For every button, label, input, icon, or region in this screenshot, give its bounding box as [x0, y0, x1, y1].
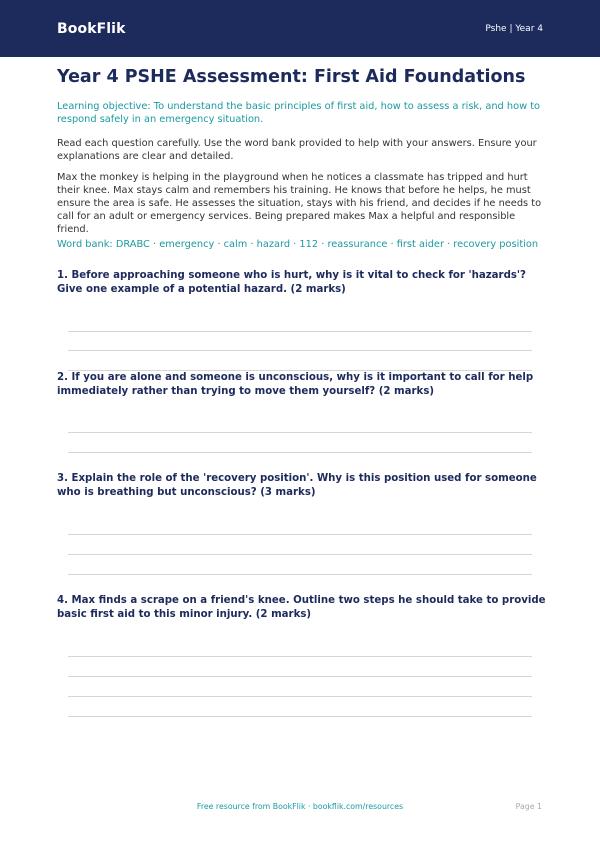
question-2: 2. If you are alone and someone is unconscious, why is it important to call for help immediately rather than trying to move them yourself? (2 marks): [57, 372, 534, 397]
page-header: [0, 0, 600, 57]
answer-line: [68, 331, 532, 332]
answer-line: [68, 554, 532, 555]
answer-line: [68, 452, 532, 453]
page-number: Page 1: [515, 802, 542, 811]
answer-line: [68, 696, 532, 697]
answer-line: [68, 432, 532, 433]
answer-line: [68, 676, 532, 677]
answer-line: [68, 574, 532, 575]
answer-line: [68, 350, 532, 351]
answer-line: [68, 656, 532, 657]
page-title: Year 4 PSHE Assessment: First Aid Foundations: [57, 67, 526, 87]
answer-line: [68, 534, 532, 535]
instructions-paragraph: Read each question carefully. Use the word bank provided to help with your answers. Ensure your explanations are clear and detailed.: [57, 138, 537, 162]
answer-line: [68, 716, 532, 717]
learning-objective: Learning objective: To understand the basic principles of first aid, how to assess a risk, and how to respond safely in an emergency situation.: [57, 101, 541, 125]
question-1: 1. Before approaching someone who is hurt, why is it vital to check for 'hazards'? Give one example of a potential hazard. (2 marks): [57, 270, 526, 295]
subject-year-label: Pshe | Year 4: [485, 23, 543, 34]
word-bank: Word bank: DRABC · emergency · calm · hazard · 112 · reassurance · first aider · recovery position: [57, 239, 539, 250]
footer-source-link[interactable]: Free resource from BookFlik · bookflik.com/resources: [196, 802, 404, 811]
question-3: 3. Explain the role of the 'recovery position'. Why is this position used for someone who is breathing but unconscious? (3 marks): [57, 473, 537, 498]
story-paragraph: Max the monkey is helping in the playground when he notices a classmate has tripped and hurt their knee. Max stays calm and remembers his training. He knows that before he helps, he must ensure the area is safe. He assesses the situation, stays with his friend, and decides if he needs to call for an adult or emergency services. Being prepared makes Max a helpful and responsible friend.: [57, 172, 542, 235]
brand-logo-text: BookFlik: [57, 20, 126, 37]
question-4: 4. Max finds a scrape on a friend's knee. Outline two steps he should take to provide basic first aid to this minor injury. (2 marks): [57, 595, 546, 620]
